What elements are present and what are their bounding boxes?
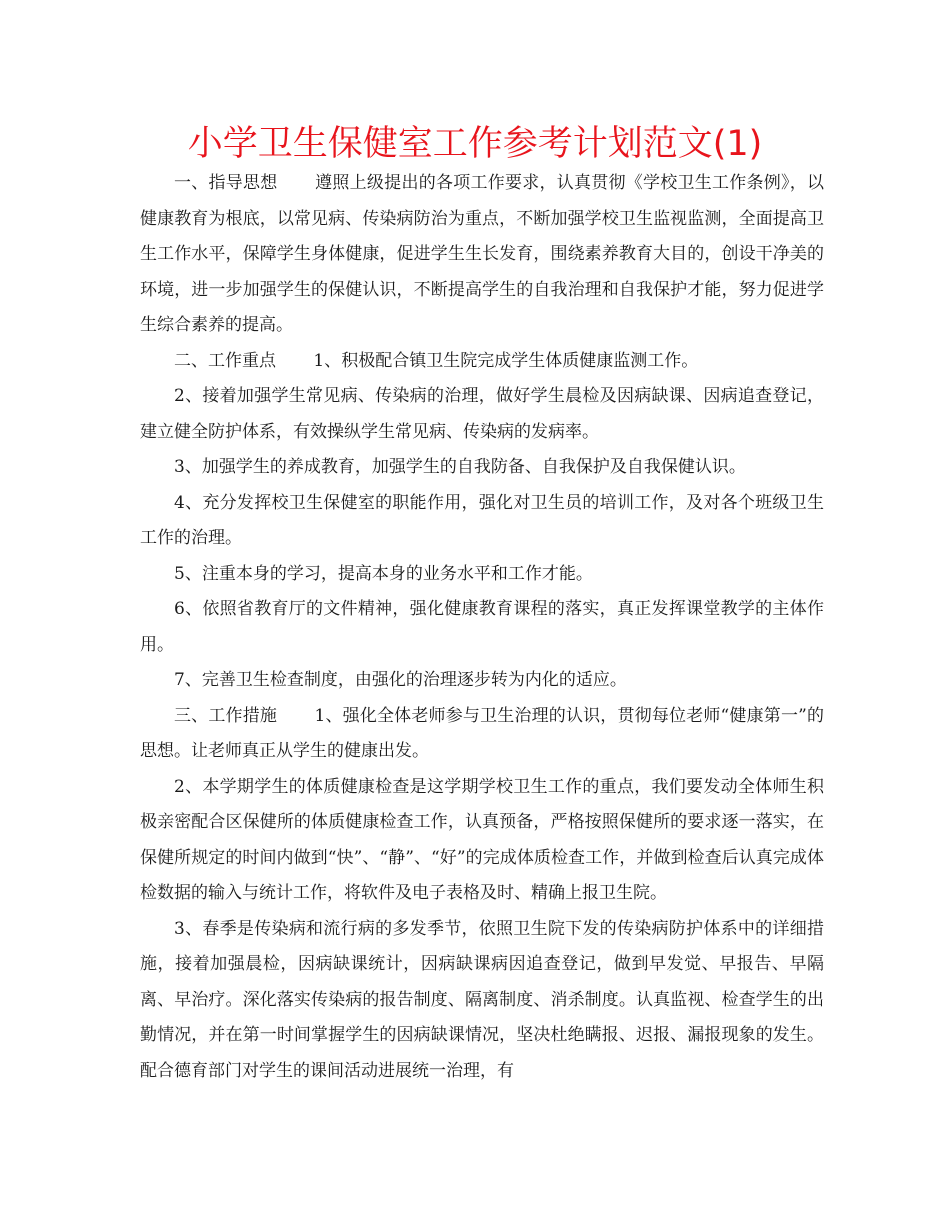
paragraph-text: 2、本学期学生的体质健康检查是这学期学校卫生工作的重点，我们要发动全体师生积极亲密配合区保健所的体质健康检查工作，认真预备，严格按照保健所的要求逐一落实，在保健所规定的时间内做到“快”、“静”、“好”的完成体质检查工作，并做到检查后认真完成体检数据的输入与统计工作，将软件及电子表格及时、精确上报卫生院。 <box>140 776 824 903</box>
paragraph-text: 2、接着加强学生常见病、传染病的治理，做好学生晨检及因病缺课、因病追查登记，建立健全防护体系，有效操纵学生常见病、传染病的发病率。 <box>140 386 824 442</box>
paragraph-text: 3、春季是传染病和流行病的多发季节，依照卫生院下发的传染病防护体系中的详细措施，接着加强晨检，因病缺课统计，因病缺课病因追查登记，做到早发觉、早报告、早隔离、早治疗。深化落实传染病的报告制度、隔离制度、消杀制度。认真监视、检查学生的出勤情况，并在第一时间掌握学生的因病缺课情况，坚决杜绝瞒报、迟报、漏报现象的发生。配合德育部门对学生的课间活动进展统一治理，有 <box>140 918 824 1081</box>
document-title: 小学卫生保健室工作参考计划范文(1) <box>187 124 763 164</box>
paragraph-text: 1、积极配合镇卫生院完成学生体质健康监测工作。 <box>313 350 699 371</box>
paragraph-text: 遵照上级提出的各项工作要求，认真贯彻《学校卫生工作条例》，以健康教育为根底，以常见病、传染病防治为重点，不断加强学校卫生监视监测，全面提高卫生工作水平，保障学生身体健康，促进学生生长发育，围绕素养教育大目的，创设干净美的环境，进一步加强学生的保健认识，不断提高学生的自我治理和自我保护才能，努力促进学生综合素养的提高。 <box>140 173 825 335</box>
paragraph-measure-3 <box>140 912 824 1090</box>
paragraph-text: 5、注重本身的学习，提高本身的业务水平和工作才能。 <box>174 563 593 584</box>
paragraph-text: 4、充分发挥校卫生保健室的职能作用，强化对卫生员的培训工作，及对各个班级卫生工作的治理。 <box>140 492 824 548</box>
paragraph-focus-3 <box>140 450 824 486</box>
paragraph-measure-2 <box>140 770 824 912</box>
paragraph-text: 7、完善卫生检查制度，由强化的治理逐步转为内化的适应。 <box>174 670 627 690</box>
paragraph-guiding-ideology <box>140 166 824 344</box>
paragraph-focus-6 <box>140 592 824 663</box>
document-body <box>140 166 824 1089</box>
section-heading: 一、指导思想 <box>174 173 278 193</box>
paragraph-text: 1、强化全体老师参与卫生治理的认识，贯彻每位老师“健康第一”的思想。让老师真正从学生的健康出发。 <box>140 705 825 761</box>
section-heading: 二、工作重点 <box>174 350 276 371</box>
paragraph-focus-7 <box>140 663 824 699</box>
paragraph-text: 3、加强学生的养成教育，加强学生的自我防备、自我保护及自我保健认识。 <box>174 457 746 477</box>
paragraph-focus-4 <box>140 486 824 557</box>
paragraph-work-measures <box>140 699 824 770</box>
paragraph-text: 6、依照省教育厅的文件精神，强化健康教育课程的落实，真正发挥课堂教学的主体作用。 <box>140 599 824 655</box>
paragraph-focus-5 <box>140 557 824 593</box>
paragraph-work-focus <box>140 344 824 380</box>
paragraph-focus-2 <box>140 379 824 450</box>
section-heading: 三、工作措施 <box>174 705 278 726</box>
